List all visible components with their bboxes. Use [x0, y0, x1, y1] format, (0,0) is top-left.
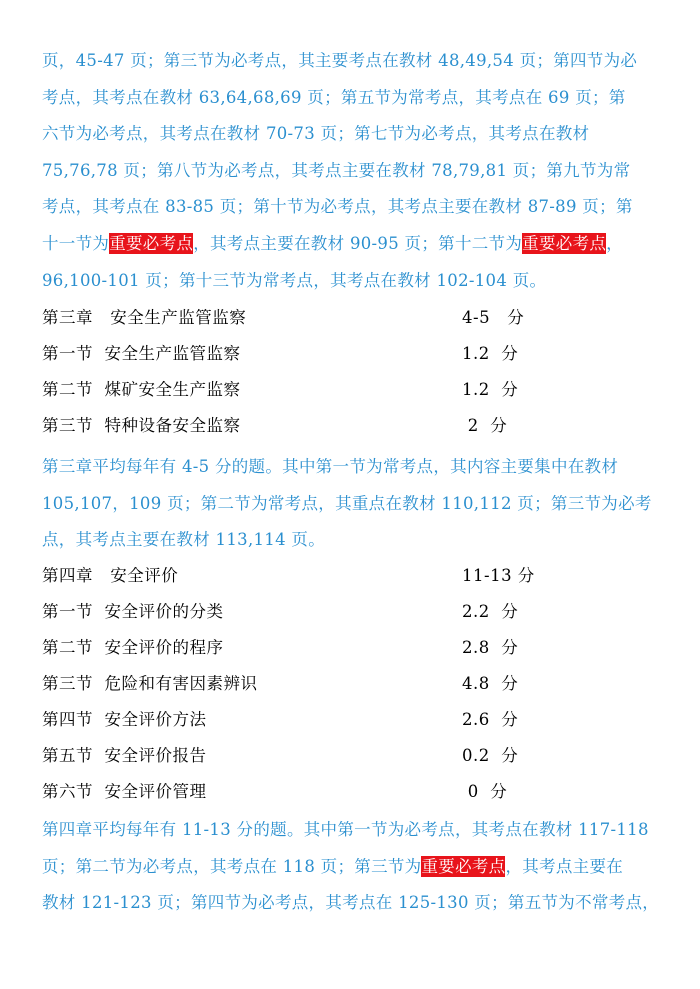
section-title: 第一节 安全评价的分类 — [42, 602, 224, 621]
section-title: 第四节 安全评价方法 — [42, 710, 207, 729]
section-row — [42, 377, 662, 403]
paragraph-text: 考点，其考点在 83-85 页；第十节为必考点，其考点主要在教材 87-89 页；第 — [42, 197, 633, 217]
section-row — [42, 341, 662, 367]
section-title: 第六节 安全评价管理 — [42, 782, 207, 801]
paragraph-line — [42, 885, 662, 922]
paragraph-line — [42, 189, 662, 226]
section-row — [42, 671, 662, 697]
paragraph-line — [42, 80, 662, 117]
highlighted-key-point: 重要必考点 — [522, 233, 607, 253]
section-title: 第二节 安全评价的程序 — [42, 638, 224, 657]
chapter4-heading-row — [42, 563, 662, 589]
section-score: 2.6 分 — [462, 710, 519, 729]
section-row — [42, 635, 662, 661]
paragraph-line — [42, 263, 662, 300]
section-score: 0 分 — [462, 782, 508, 801]
chapter3-analysis-paragraph — [42, 449, 662, 559]
section-score: 2.8 分 — [462, 638, 519, 657]
paragraph-line — [42, 153, 662, 190]
section-row — [42, 599, 662, 625]
section-score: 2.2 分 — [462, 602, 519, 621]
paragraph-text: 105,107，109 页；第二节为常考点，其重点在教材 110,112 页；第三节为必考 — [42, 493, 652, 513]
paragraph-line — [42, 522, 662, 559]
paragraph-text: ，其考点主要在教材 90-95 页；第十二节为 — [193, 233, 523, 253]
paragraph-line — [42, 486, 662, 523]
section-row — [42, 743, 662, 769]
paragraph-line — [42, 116, 662, 153]
paragraph-text: 75,76,78 页；第八节为必考点，其考点主要在教材 78,79,81 页；第九节为常 — [42, 160, 631, 180]
section-score: 0.2 分 — [462, 746, 519, 765]
paragraph-text: 第四章平均每年有 11-13 分的题。其中第一节为必考点，其考点在教材 117-118 — [42, 820, 649, 839]
paragraph-text: 页；第二节为必考点，其考点在 118 页；第三节为 — [42, 856, 422, 876]
paragraph-text: 教材 121-123 页；第四节为必考点，其考点在 125-130 页；第五节为不常考点， — [42, 893, 660, 913]
section-score: 4.8 分 — [462, 674, 519, 693]
paragraph-text: 六节为必考点，其考点在教材 70-73 页；第七节为必考点，其考点在教材 — [42, 124, 590, 144]
paragraph-line — [42, 43, 662, 80]
paragraph-text: 点，其考点主要在教材 113,114 页。 — [42, 530, 326, 550]
section-score: 1.2 分 — [462, 380, 519, 399]
section-title: 第一节 安全生产监管监察 — [42, 344, 241, 363]
paragraph-text: ， — [606, 233, 623, 253]
paragraph-text: 页，45-47 页；第三节为必考点，其主要考点在教材 48,49,54 页；第四节为必 — [42, 51, 638, 70]
paragraph-text: 第三章平均每年有 4-5 分的题。其中第一节为常考点，其内容主要集中在教材 — [42, 457, 619, 476]
section-title: 第三节 特种设备安全监察 — [42, 416, 241, 435]
paragraph-text: 十一节为 — [42, 233, 110, 253]
section-row — [42, 413, 662, 439]
paragraph-text: ，其考点主要在 — [505, 856, 624, 876]
chapter3-heading-row — [42, 305, 662, 331]
chapter-score: 11-13 分 — [462, 566, 535, 585]
paragraph-line — [42, 226, 662, 263]
section-title: 第五节 安全评价报告 — [42, 746, 207, 765]
paragraph-line — [42, 849, 662, 886]
chapter-score: 4-5 分 — [462, 308, 525, 327]
chapter-title: 第三章 安全生产监管监察 — [42, 308, 247, 327]
section-row — [42, 779, 662, 805]
section-title: 第三节 危险和有害因素辨识 — [42, 674, 258, 693]
section-score: 2 分 — [462, 416, 508, 435]
paragraph-text: 考点，其考点在教材 63,64,68,69 页；第五节为常考点，其考点在 69 页；第 — [42, 87, 626, 107]
highlighted-key-point: 重要必考点 — [421, 856, 506, 876]
highlighted-key-point: 重要必考点 — [109, 233, 194, 253]
paragraph-line — [42, 449, 662, 486]
paragraph-line — [42, 812, 662, 849]
chapter4-analysis-paragraph — [42, 812, 662, 922]
chapter-title: 第四章 安全评价 — [42, 566, 179, 585]
section-score: 1.2 分 — [462, 344, 519, 363]
chapter2-analysis-paragraph — [42, 43, 662, 299]
section-row — [42, 707, 662, 733]
paragraph-text: 96,100-101 页；第十三节为常考点，其考点在教材 102-104 页。 — [42, 270, 547, 290]
section-title: 第二节 煤矿安全生产监察 — [42, 380, 241, 399]
